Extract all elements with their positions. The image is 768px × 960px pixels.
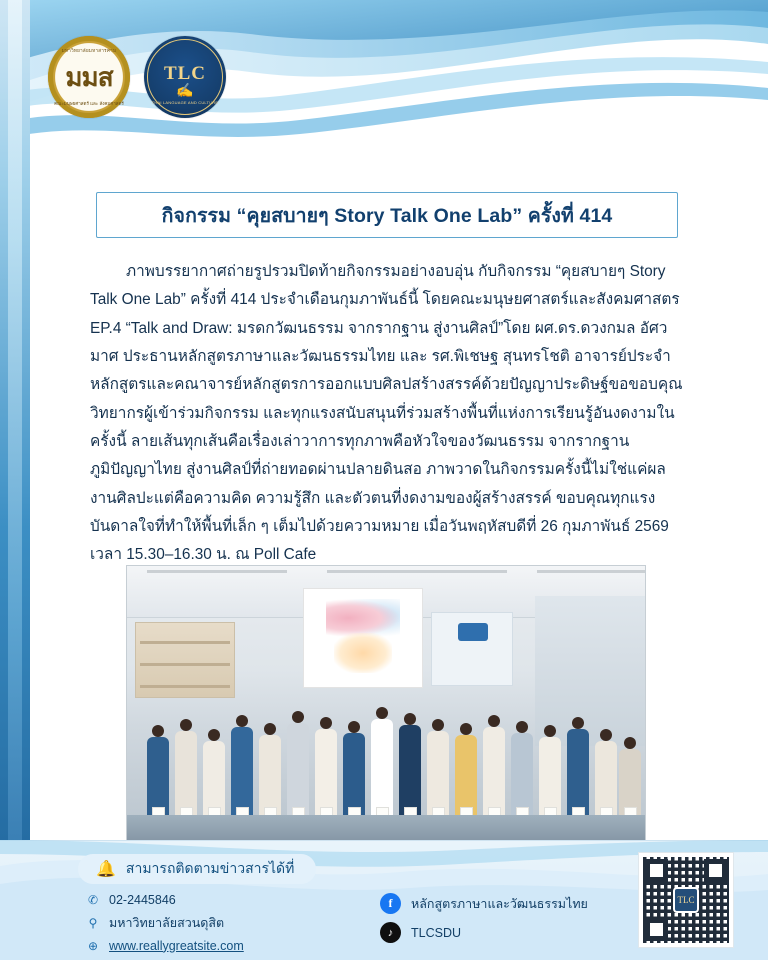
photo-floor: [127, 815, 645, 841]
logo-group: [48, 36, 226, 118]
qr-code-pattern: [643, 857, 729, 943]
tiktok-icon[interactable]: ♪: [380, 922, 401, 943]
qr-eye-top-left: [645, 859, 668, 882]
facebook-label: หลักสูตรภาษาและวัฒนธรรมไทย: [411, 896, 588, 911]
tiktok-label: TLCSDU: [411, 925, 462, 940]
qr-code[interactable]: [638, 852, 734, 948]
contact-location: [86, 913, 244, 932]
university-logo-bottom-text: คณะมนุษยศาสตร์ และ สังคมศาสตร์: [54, 101, 124, 106]
follow-banner: [78, 854, 316, 884]
qr-eye-bottom-left: [645, 918, 668, 941]
tlc-logo: [144, 36, 226, 118]
hand-icon: ✍: [176, 82, 194, 98]
contact-website[interactable]: [86, 936, 244, 955]
left-accent-bar: [0, 0, 30, 960]
follow-label: สามารถติดตามข่าวสารได้ที่: [125, 860, 295, 876]
page-title-text: กิจกรรม “คุยสบายๆ Story Talk One Lab” ครั้งที่ 414: [161, 204, 613, 227]
article-body: ภาพบรรยากาศถ่ายรูปรวมปิดท้ายกิจกรรมอย่างอบอุ่น กับกิจกรรม “คุยสบายๆ Story Talk One Lab” ครั้งที่ 414 ประจำเดือนกุมภาพันธ์นี้ โดยคณะมนุษยศาสตร์และสังคมศาสตร EP.4 “Talk and Draw: มรดกวัฒนธรรม จากรากฐาน สู่งานศิลป์”โดย ผศ.ดร.ดวงกมล อัศวมาศ ประธานหลักสูตรภาษาและวัฒนธรรมไทย และ รศ.พิเชษฐ สุนทรโชติ อาจารย์ประจำหลักสูตรและคณาจารย์หลักสูตรการออกแบบศิลปสร้างสรรค์ด้วยปัญญาประดิษฐ์ขอขอบคุณวิทยากรผู้เข้าร่วมกิจกรรม และทุกแรงสนับสนุนที่ร่วมสร้างพื้นที่แห่งการเรียนรู้อันงดงามในครั้งนี้ ลายเส้นทุกเส้นคือเรื่องเล่าวาการทุกภาพคือหัวใจของวัฒนธรรม จากรากฐานภูมิปัญญาไทย สู่งานศิลป์ที่ถ่ายทอดผ่านปลายดินสอ ภาพวาดในกิจกรรมครั้งนี้ไม่ใช่แค่ผลงานศิลปะแต่คือความคิด ความรู้สึก และตัวตนที่งดงามของผู้สร้างสรรค์ ขอบคุณทุกแรงบันดาลใจที่ทำให้พื้นที่เล็ก ๆ เต็มไปด้วยความหมาย เมื่อวันพฤหัสบดีที่ 26 กุมภาพันธ์ 2569 เวลา 15.30–16.30 น. ณ Poll Cafe: [90, 263, 683, 564]
contact-list: [86, 890, 244, 955]
university-logo: [48, 36, 130, 118]
contact-location-value: มหาวิทยาลัยสวนดุสิต: [109, 915, 225, 930]
facebook-icon[interactable]: f: [380, 893, 401, 914]
tlc-logo-mark: TLC: [163, 63, 207, 84]
phone-icon: ✆: [87, 892, 99, 907]
globe-icon: ⊕: [87, 938, 99, 953]
website-link[interactable]: www.reallygreatsite.com: [109, 938, 244, 953]
tlc-logo-subtitle: THAI LANGUAGE AND CULTURE: [151, 100, 219, 105]
qr-eye-top-right: [704, 859, 727, 882]
contact-phone-value: 02-2445846: [109, 892, 176, 907]
tlc-logo-ring: [147, 39, 223, 115]
qr-center-logo: TLC: [673, 887, 699, 913]
bell-icon: 🔔: [96, 861, 116, 878]
university-logo-top-text: มหาวิทยาลัยมหาสารคาม: [61, 48, 117, 53]
contact-phone: [86, 890, 244, 909]
event-photo: [126, 565, 646, 842]
photo-participants: [127, 651, 645, 841]
social-tiktok[interactable]: [380, 922, 588, 943]
left-accent-bar-inner: [8, 0, 22, 960]
location-icon: ⚲: [88, 915, 98, 930]
university-logo-mark: มมส: [65, 62, 113, 92]
page-title: [96, 192, 678, 238]
social-facebook[interactable]: [380, 893, 588, 914]
social-list: [380, 893, 588, 943]
